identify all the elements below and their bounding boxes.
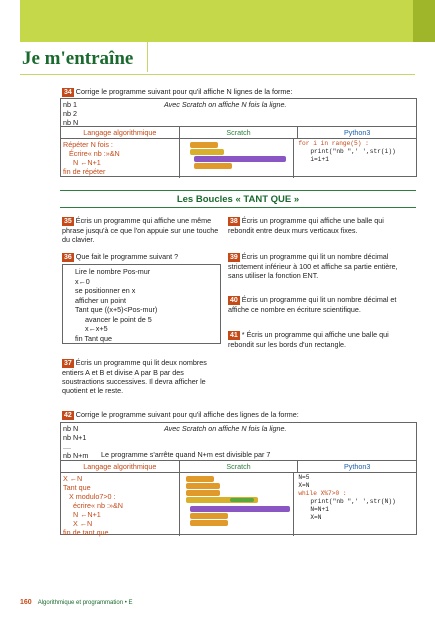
ex42-note: Avec Scratch on affiche N fois la ligne.	[164, 424, 287, 433]
ex34-header-row	[61, 127, 416, 139]
ex42-python-line-4: print("nb ",' ',str(N))	[310, 498, 396, 506]
scratch-block-set-x	[186, 490, 220, 496]
ex39	[228, 252, 398, 280]
ex41	[228, 330, 396, 349]
page-title: Je m'entraîne	[22, 48, 134, 69]
ex34-number: 34	[64, 89, 72, 96]
ex35	[62, 216, 220, 244]
ex42-python-line-3: while X%7>0 :	[298, 490, 347, 498]
ex42-line-4: nb N+m	[63, 451, 89, 460]
ex38	[228, 216, 396, 235]
ex36	[62, 252, 220, 262]
ex36-line-6: avancer le point de 5	[85, 314, 152, 324]
ex34-col-python: Python3	[343, 128, 371, 137]
ex34-text: Corrige le programme suivant pour qu'il affiche N lignes de la forme:	[75, 87, 293, 96]
ex36-line-1: Lire le nombre Pos-mur	[75, 267, 151, 276]
ex42-code-row	[61, 473, 416, 536]
ex42-algo-cell	[61, 473, 180, 536]
ex40	[228, 295, 398, 314]
ex34-algo-line-2: Écrire« nb :»&N	[69, 149, 120, 158]
ex35-number: 35	[64, 218, 72, 225]
ex42-scratch-cell	[180, 473, 295, 536]
ex42-algo-line-2: Tant que	[63, 483, 91, 492]
ex34-algo-cell	[61, 139, 180, 178]
ex34-table	[60, 98, 417, 177]
ex34-scratch-cell	[180, 139, 295, 178]
ex42-algo-line-6: X ←N	[73, 519, 93, 528]
ex36-line-8: fin Tant que	[75, 334, 113, 344]
ex34-algo-line-3: N ←N+1	[73, 158, 101, 167]
scratch-block-condition	[230, 498, 254, 502]
ex42-table	[60, 422, 417, 535]
ex42-header-row	[61, 461, 416, 473]
ex34-col-scratch: Scratch	[180, 127, 299, 138]
ex36-line-3: se positionner en x	[75, 286, 136, 296]
ex34-col-algo: Langage algorithmique	[61, 127, 180, 138]
ex39-number: 39	[230, 254, 238, 261]
scratch-block-change	[194, 163, 232, 169]
ex42-algo-line-7: fin de tant que	[63, 528, 109, 537]
ex37-number: 37	[64, 360, 72, 367]
ex42-text: Corrige le programme suivant pour qu'il affiche des lignes de la forme:	[75, 410, 299, 419]
ex36-number: 36	[64, 254, 72, 261]
ex34-python-line-3: i=i+1	[310, 156, 329, 164]
ex42-algo-line-4: écrire« nb :»&N	[73, 501, 123, 510]
scratch-block-set-n	[186, 483, 220, 489]
ex36-line-5: Tant que ((x+5)<Pos-mur)	[75, 305, 158, 315]
ex42-col-algo: Langage algorithmique	[61, 461, 180, 472]
ex34-output-row	[61, 99, 416, 127]
ex42-algo-line-3: X modulo7>0 :	[69, 492, 116, 501]
scratch-block-flag	[190, 142, 218, 148]
ex42-python-line-2: X=N	[298, 482, 310, 490]
ex42-scratch-script	[186, 476, 292, 534]
ex42-col-python: Python3	[343, 462, 371, 471]
header-margin	[0, 0, 20, 42]
section-rule-bottom	[60, 207, 416, 208]
ex34-algo-line-1: Répéter N fois :	[63, 140, 113, 149]
scratch-block-repeat	[190, 149, 224, 155]
ex37	[62, 358, 220, 395]
ex41-number: 41	[230, 332, 238, 339]
ex42-instruction	[62, 410, 417, 420]
page-number: 160	[20, 599, 32, 606]
ex34-line-2: nb 2	[63, 109, 77, 118]
scratch-block-flag	[186, 476, 214, 482]
header-band	[0, 0, 435, 42]
ex36-line-7: x←x+5	[85, 324, 108, 334]
scratch-block-say	[190, 506, 290, 512]
footer-text: Algorithmique et programmation • E	[37, 600, 133, 606]
ex42-python-line-6: X=N	[310, 514, 322, 522]
ex42-python-cell	[294, 473, 416, 536]
ex42-output-row	[61, 423, 416, 461]
ex36-line-4: afficher un point	[75, 295, 127, 305]
ex42-line-3: ....	[63, 442, 71, 451]
ex40-number: 40	[230, 297, 238, 304]
ex34-scratch-script	[190, 142, 286, 174]
ex42-algo-line-5: N ←N+1	[73, 510, 101, 519]
header-green-band	[20, 0, 435, 42]
ex42-algo-line-1: X ←N	[63, 474, 83, 483]
ex34-note: Avec Scratch on affiche N fois la ligne.	[164, 100, 287, 109]
ex34-code-row	[61, 139, 416, 178]
scratch-block-say	[194, 156, 286, 162]
ex42-python-line-5: N=N+1	[310, 506, 329, 514]
ex34-python-line-2: print("nb ",' ',str(i))	[310, 148, 396, 156]
ex34-python-cell	[294, 139, 416, 178]
ex37-text: Écris un programme qui lit deux nombres entiers A et B et divise A par B par des soustractions successives. Il devra afficher le quotient et le reste.	[62, 358, 207, 395]
ex34-line-1: nb 1	[63, 100, 77, 109]
ex41-text: * Écris un programme qui affiche une balle qui rebondit sur les bords d'un rectangle.	[228, 330, 389, 349]
ex42-stop-note: Le programme s'arrête quand N+m est divisible par 7	[101, 450, 271, 459]
ex34-algo-line-4: fin de répéter	[63, 167, 106, 176]
ex36-algorithm-box	[62, 264, 221, 344]
ex34-line-3: nb N	[63, 118, 79, 127]
section-rule-top	[60, 190, 416, 191]
ex40-text: Écris un programme qui lit un nombre décimal et affiche ce nombre en écriture scientifique.	[228, 295, 397, 314]
ex38-number: 38	[230, 218, 238, 225]
ex38-text: Écris un programme qui affiche une balle qui rebondit entre deux murs verticaux fixes.	[228, 216, 384, 235]
ex42-line-2: nb N+1	[63, 433, 87, 442]
ex34-instruction	[62, 87, 417, 97]
ex42-line-1: nb N	[63, 424, 79, 433]
title-underline	[20, 74, 415, 75]
ex39-text: Écris un programme qui lit un nombre décimal strictement inférieur à 100 et affiche sa partie entière, sans utiliser la fonction ENT.	[228, 252, 398, 280]
ex42-number: 42	[64, 412, 72, 419]
scratch-block-change-n	[190, 513, 228, 519]
ex34-python-line-1: for i in range(5) :	[298, 140, 369, 147]
ex36-text: Que fait le programme suivant ?	[75, 252, 179, 261]
scratch-block-set-x-n	[190, 520, 228, 526]
header-accent	[413, 0, 435, 42]
page-footer	[20, 599, 133, 608]
ex42-col-scratch: Scratch	[180, 461, 299, 472]
section-title: Les Boucles « TANT QUE »	[176, 194, 300, 205]
ex36-line-2: x←0	[75, 276, 90, 286]
ex42-python-line-1: N=5	[298, 474, 310, 481]
ex35-text: Écris un programme qui affiche une même phrase jusqu'à ce que l'on appuie sur une touche du clavier.	[62, 216, 219, 244]
